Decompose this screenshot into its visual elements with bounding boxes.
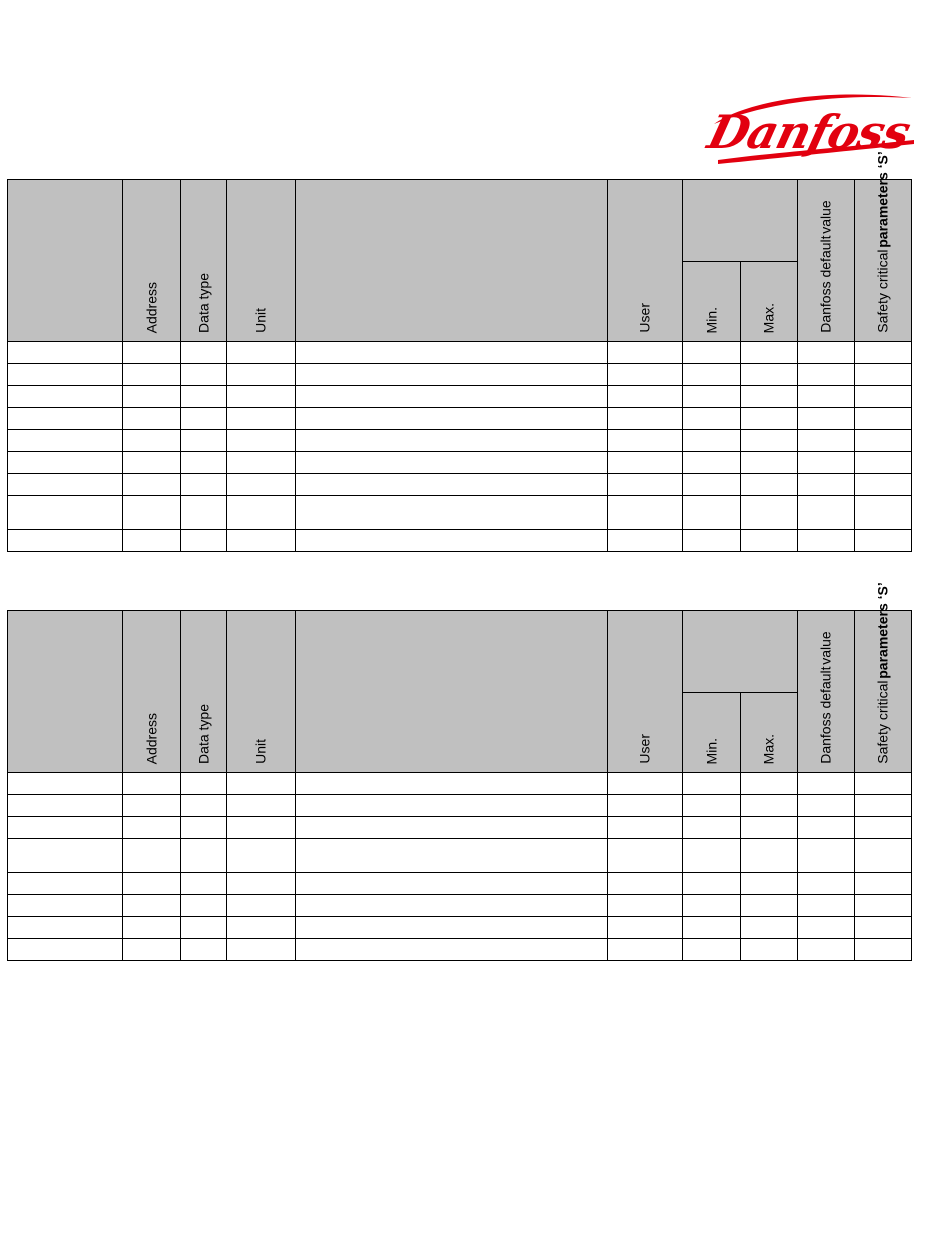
col-unit xyxy=(227,180,296,342)
user-header: User xyxy=(636,303,653,333)
table-row xyxy=(8,895,912,917)
table-cell xyxy=(683,917,741,939)
table-cell xyxy=(798,895,855,917)
table-cell xyxy=(123,939,181,961)
parameter-table-1 xyxy=(7,151,912,552)
table-cell xyxy=(855,430,912,452)
table-cell xyxy=(8,386,123,408)
table-cell xyxy=(8,408,123,430)
table-cell xyxy=(798,839,855,873)
table-cell xyxy=(855,795,912,817)
table-cell xyxy=(798,773,855,795)
table-cell xyxy=(123,386,181,408)
table-cell xyxy=(181,817,227,839)
col-max xyxy=(741,262,798,342)
safety-header-line2: parameters ‘S’ xyxy=(874,151,891,248)
table-cell xyxy=(181,917,227,939)
col-description xyxy=(296,180,608,342)
table-cell xyxy=(683,895,741,917)
table-cell xyxy=(608,342,683,364)
header-blank-cell xyxy=(8,611,123,773)
col-safety xyxy=(855,582,912,773)
table-row xyxy=(8,408,912,430)
table-cell xyxy=(181,452,227,474)
table-row xyxy=(8,342,912,364)
table-row xyxy=(8,917,912,939)
table-row xyxy=(8,839,912,873)
table-cell xyxy=(227,408,296,430)
table-cell xyxy=(608,917,683,939)
default-value-header xyxy=(819,200,834,333)
table-cell xyxy=(8,452,123,474)
table-cell xyxy=(8,474,123,496)
table-cell xyxy=(855,408,912,430)
table-cell xyxy=(123,839,181,873)
table-cell xyxy=(855,817,912,839)
table-cell xyxy=(296,839,608,873)
table-cell xyxy=(608,452,683,474)
table-cell xyxy=(296,817,608,839)
table-row xyxy=(8,474,912,496)
table-cell xyxy=(8,917,123,939)
table-cell xyxy=(608,895,683,917)
table-cell xyxy=(741,939,798,961)
table-cell xyxy=(227,452,296,474)
table-cell xyxy=(798,873,855,895)
table-cell xyxy=(8,430,123,452)
col-user xyxy=(608,180,683,342)
data-type-header: Data type xyxy=(195,704,211,764)
table-cell xyxy=(798,917,855,939)
table-cell xyxy=(741,430,798,452)
table-cell xyxy=(227,430,296,452)
table-cell xyxy=(181,342,227,364)
table-cell xyxy=(683,452,741,474)
table-cell xyxy=(123,452,181,474)
col-default xyxy=(798,611,855,773)
col-safety xyxy=(855,151,912,342)
col-address xyxy=(123,180,181,342)
table-cell xyxy=(123,430,181,452)
table-cell xyxy=(741,342,798,364)
table-cell xyxy=(227,342,296,364)
safety-critical-header xyxy=(876,582,891,764)
table-cell xyxy=(227,839,296,873)
max-header: Max. xyxy=(760,302,777,333)
table-cell xyxy=(798,430,855,452)
table-cell xyxy=(123,530,181,552)
table-cell xyxy=(227,817,296,839)
table-cell xyxy=(608,939,683,961)
table-row xyxy=(8,430,912,452)
table-cell xyxy=(296,386,608,408)
table-cell xyxy=(798,342,855,364)
table-cell xyxy=(741,386,798,408)
table-cell xyxy=(683,364,741,386)
table-row xyxy=(8,873,912,895)
table-cell xyxy=(123,795,181,817)
table-cell xyxy=(683,530,741,552)
table-cell xyxy=(181,430,227,452)
table-cell xyxy=(683,342,741,364)
table-cell xyxy=(8,817,123,839)
table-cell xyxy=(181,530,227,552)
table-cell xyxy=(608,773,683,795)
table-cell xyxy=(855,895,912,917)
table-cell xyxy=(608,873,683,895)
table-cell xyxy=(181,474,227,496)
table-cell xyxy=(296,917,608,939)
table-cell xyxy=(855,474,912,496)
table-cell xyxy=(608,364,683,386)
table-cell xyxy=(741,496,798,530)
table-cell xyxy=(741,817,798,839)
col-default xyxy=(798,180,855,342)
table-cell xyxy=(741,895,798,917)
unit-header: Unit xyxy=(252,308,269,333)
default-header-line2: value xyxy=(817,200,834,234)
table-cell xyxy=(855,939,912,961)
col-min xyxy=(683,693,741,773)
table-cell xyxy=(798,474,855,496)
col-user xyxy=(608,611,683,773)
parameter-table-2 xyxy=(7,582,912,961)
table-cell xyxy=(608,795,683,817)
table-cell xyxy=(683,430,741,452)
table-cell xyxy=(683,817,741,839)
table-cell xyxy=(123,917,181,939)
col-range-group xyxy=(683,611,798,693)
header-row xyxy=(8,611,912,693)
data-type-header: Data type xyxy=(195,273,211,333)
table-cell xyxy=(683,839,741,873)
table-cell xyxy=(123,895,181,917)
table-cell xyxy=(855,917,912,939)
table-row xyxy=(8,496,912,530)
table-cell xyxy=(798,817,855,839)
table-cell xyxy=(683,873,741,895)
col-address xyxy=(123,611,181,773)
default-value-header xyxy=(819,631,834,764)
table-cell xyxy=(296,364,608,386)
col-range-group xyxy=(683,180,798,262)
table-row xyxy=(8,386,912,408)
table-cell xyxy=(181,386,227,408)
col-min xyxy=(683,262,741,342)
table-cell xyxy=(8,530,123,552)
table-cell xyxy=(8,795,123,817)
safety-header-line1: Safety critical xyxy=(874,680,891,764)
table-cell xyxy=(608,408,683,430)
table-cell xyxy=(181,408,227,430)
table-cell xyxy=(683,408,741,430)
table-cell xyxy=(296,408,608,430)
table-cell xyxy=(855,496,912,530)
table-cell xyxy=(741,408,798,430)
table-cell xyxy=(227,917,296,939)
default-header-line1: Danfoss default xyxy=(817,235,834,333)
table-cell xyxy=(8,939,123,961)
table-cell xyxy=(798,795,855,817)
safety-header-line2: parameters ‘S’ xyxy=(874,582,891,679)
table-cell xyxy=(608,474,683,496)
table-cell xyxy=(181,496,227,530)
table-cell xyxy=(181,839,227,873)
header-row xyxy=(8,180,912,262)
table-cell xyxy=(227,496,296,530)
table-cell xyxy=(798,408,855,430)
header-blank-cell xyxy=(8,180,123,342)
table-row xyxy=(8,939,912,961)
table-cell xyxy=(181,773,227,795)
table-body xyxy=(8,342,912,552)
table-cell xyxy=(296,474,608,496)
table-cell xyxy=(227,795,296,817)
table-cell xyxy=(855,530,912,552)
min-header: Min. xyxy=(703,306,719,333)
table-cell xyxy=(296,530,608,552)
table-cell xyxy=(8,873,123,895)
table-cell xyxy=(123,342,181,364)
table-cell xyxy=(8,496,123,530)
table-cell xyxy=(683,386,741,408)
table-cell xyxy=(123,364,181,386)
table-cell xyxy=(798,386,855,408)
table-cell xyxy=(181,795,227,817)
table-cell xyxy=(123,474,181,496)
table-cell xyxy=(123,773,181,795)
table-cell xyxy=(123,408,181,430)
table-cell xyxy=(855,364,912,386)
table-cell xyxy=(798,939,855,961)
table-cell xyxy=(608,496,683,530)
table-cell xyxy=(123,817,181,839)
table-cell xyxy=(181,939,227,961)
table-cell xyxy=(798,364,855,386)
table-row xyxy=(8,452,912,474)
table-cell xyxy=(296,895,608,917)
table-cell xyxy=(855,839,912,873)
default-header-line1: Danfoss default xyxy=(817,666,834,764)
col-unit xyxy=(227,611,296,773)
table-cell xyxy=(8,839,123,873)
table-cell xyxy=(123,496,181,530)
table-row xyxy=(8,795,912,817)
table-cell xyxy=(683,795,741,817)
safety-critical-header xyxy=(876,151,891,333)
max-header: Max. xyxy=(760,733,777,764)
table-cell xyxy=(741,917,798,939)
col-description xyxy=(296,611,608,773)
svg-text:Danfoss: Danfoss xyxy=(702,105,917,160)
unit-header: Unit xyxy=(252,739,269,764)
address-header: Address xyxy=(143,281,159,333)
table-cell xyxy=(8,342,123,364)
table-cell xyxy=(608,817,683,839)
table-cell xyxy=(227,474,296,496)
table-cell xyxy=(855,873,912,895)
col-max xyxy=(741,693,798,773)
table-cell xyxy=(181,895,227,917)
table-cell xyxy=(296,939,608,961)
default-header-line2: value xyxy=(817,631,834,665)
table-cell xyxy=(683,939,741,961)
col-data-type xyxy=(181,180,227,342)
table-cell xyxy=(181,873,227,895)
table-cell xyxy=(683,474,741,496)
table-cell xyxy=(8,895,123,917)
table-cell xyxy=(296,496,608,530)
table-cell xyxy=(296,873,608,895)
table-cell xyxy=(741,474,798,496)
safety-header-line1: Safety critical xyxy=(874,249,891,333)
table-cell xyxy=(741,773,798,795)
table-cell xyxy=(181,364,227,386)
table-cell xyxy=(741,839,798,873)
table-cell xyxy=(227,530,296,552)
table-cell xyxy=(741,452,798,474)
user-header: User xyxy=(636,734,653,764)
table-cell xyxy=(741,873,798,895)
table-cell xyxy=(8,364,123,386)
table-cell xyxy=(296,795,608,817)
table-cell xyxy=(227,895,296,917)
table-cell xyxy=(855,386,912,408)
table-cell xyxy=(227,939,296,961)
table-cell xyxy=(123,873,181,895)
table-cell xyxy=(798,530,855,552)
table-row xyxy=(8,530,912,552)
table-cell xyxy=(741,795,798,817)
table-cell xyxy=(608,430,683,452)
table-cell xyxy=(296,342,608,364)
table-cell xyxy=(798,452,855,474)
table-cell xyxy=(855,342,912,364)
table-cell xyxy=(227,364,296,386)
table-cell xyxy=(227,386,296,408)
address-header: Address xyxy=(143,712,159,764)
min-header: Min. xyxy=(703,737,719,764)
table-cell xyxy=(8,773,123,795)
table-cell xyxy=(608,386,683,408)
table-cell xyxy=(296,452,608,474)
table-cell xyxy=(296,430,608,452)
table-cell xyxy=(608,839,683,873)
table-cell xyxy=(683,496,741,530)
table-cell xyxy=(741,364,798,386)
table-cell xyxy=(855,452,912,474)
table-cell xyxy=(798,496,855,530)
col-data-type xyxy=(181,611,227,773)
table-row xyxy=(8,773,912,795)
table-cell xyxy=(608,530,683,552)
table-row xyxy=(8,817,912,839)
table-cell xyxy=(227,773,296,795)
table-cell xyxy=(741,530,798,552)
table-body xyxy=(8,773,912,961)
table-cell xyxy=(683,773,741,795)
table-cell xyxy=(227,873,296,895)
table-cell xyxy=(296,773,608,795)
table-cell xyxy=(855,773,912,795)
table-row xyxy=(8,364,912,386)
